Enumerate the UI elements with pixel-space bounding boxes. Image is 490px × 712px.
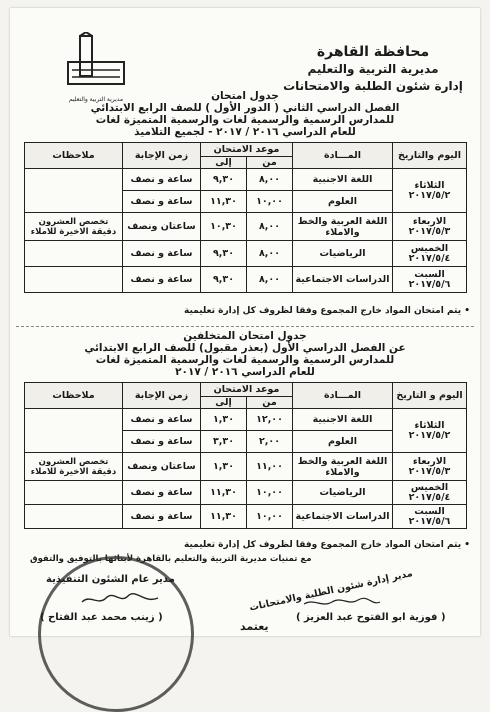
section1-footnote xyxy=(10,306,470,316)
row-date: ٢٠١٧/٥/٢ xyxy=(408,189,451,201)
row-to: ١١,٣٠ xyxy=(201,481,247,505)
row-from: ٨,٠٠ xyxy=(247,267,293,293)
section1-schools: للمدارس الرسمية والرسمية لغات والرسمية المتميزة لغات xyxy=(95,114,395,126)
row-duration: ساعة و نصف xyxy=(123,267,201,293)
bullet-icon: • xyxy=(464,540,470,550)
row-note xyxy=(25,241,123,267)
row-note xyxy=(25,267,123,293)
header-from: من xyxy=(247,397,293,409)
row-subject: العلوم xyxy=(293,191,393,213)
row-subject: اللغة الاجنبية xyxy=(293,409,393,431)
right-signature-name: ( فوزية ابو الفتوح عبد العزيز ) xyxy=(296,612,446,623)
row-note xyxy=(25,481,123,505)
header-subject: المـــادة xyxy=(293,143,393,169)
row-duration: ساعة و نصف xyxy=(123,169,201,191)
approve-label: يعتمد xyxy=(240,620,269,633)
section2-year: للعام الدراسي ٢٠١٦ / ٢٠١٧ xyxy=(175,366,315,378)
left-signature-name: ( زينب محمد عبد الفتاح ) xyxy=(40,612,163,623)
row-from: ٢,٠٠ xyxy=(247,431,293,453)
table-row xyxy=(25,213,467,241)
row-date: ٢٠١٧/٥/٤ xyxy=(408,491,451,503)
row-to: ١,٣٠ xyxy=(201,409,247,431)
header-notes: ملاحظات xyxy=(25,143,123,169)
letterhead xyxy=(278,44,468,95)
row-date: ٢٠١٧/٥/٦ xyxy=(408,515,451,527)
row-note xyxy=(25,169,123,213)
row-from: ١٢,٠٠ xyxy=(247,409,293,431)
row-note xyxy=(25,505,123,529)
row-from: ١١,٠٠ xyxy=(247,453,293,481)
exam-table-1 xyxy=(24,142,467,293)
row-to: ٣,٣٠ xyxy=(201,431,247,453)
footnote-text: يتم امتحان المواد خارج المجموع وفقا لظروف كل إدارة تعليمية xyxy=(184,540,462,550)
row-day: الثلاثاء xyxy=(414,179,445,191)
table-row xyxy=(25,267,467,293)
header-duration: زمن الإجابة xyxy=(123,143,201,169)
row-to: ١٠,٣٠ xyxy=(201,213,247,241)
row-subject: الرياضيات xyxy=(293,241,393,267)
header-to: إلى xyxy=(201,157,247,169)
row-duration: ساعة و نصف xyxy=(123,191,201,213)
header-day-date: اليوم و التاريخ xyxy=(393,383,467,409)
section2-titles xyxy=(10,330,480,378)
row-day: السبت xyxy=(414,268,445,280)
table-row xyxy=(25,453,467,481)
row-from: ١٠,٠٠ xyxy=(247,191,293,213)
row-duration: ساعة و نصف xyxy=(123,505,201,529)
row-subject: الدراسات الاجتماعية xyxy=(293,505,393,529)
header-to: إلى xyxy=(201,397,247,409)
row-day: الثلاثاء xyxy=(414,419,445,431)
row-from: ١٠,٠٠ xyxy=(247,481,293,505)
row-day: الخميس xyxy=(410,481,449,493)
row-date: ٢٠١٧/٥/٦ xyxy=(408,278,451,290)
left-signature-title: مدير عام الشئون التنفيذية xyxy=(46,574,175,585)
row-date: ٢٠١٧/٥/٣ xyxy=(408,465,451,477)
row-day: الخميس xyxy=(410,242,449,254)
divider xyxy=(16,326,474,327)
row-duration: ساعة و نصف xyxy=(123,481,201,505)
row-subject: اللغة العربية والخط والاملاء xyxy=(293,213,393,241)
row-note: تخصص العشرون دقيقة الاخيرة للاملاء xyxy=(25,213,123,241)
row-to: ١,٣٠ xyxy=(201,453,247,481)
row-date: ٢٠١٧/٥/٣ xyxy=(408,225,451,237)
table-row xyxy=(25,505,467,529)
table-row xyxy=(25,481,467,505)
department-name: إدارة شئون الطلبة والامتحانات xyxy=(283,79,463,93)
row-duration: ساعة و نصف xyxy=(123,409,201,431)
row-duration: ساعتان ونصف xyxy=(123,453,201,481)
row-to: ٩,٣٠ xyxy=(201,241,247,267)
section2-title: جدول امتحان المتخلفين xyxy=(183,330,307,342)
footnote-text: يتم امتحان المواد خارج المجموع وفقا لظروف كل إدارة تعليمية xyxy=(184,306,462,316)
document-page xyxy=(10,8,480,636)
row-duration: ساعة و نصف xyxy=(123,431,201,453)
header-from: من xyxy=(247,157,293,169)
header-day-date: اليوم والتاريخ xyxy=(393,143,467,169)
row-date: ٢٠١٧/٥/٤ xyxy=(408,252,451,264)
row-day: السبت xyxy=(414,505,445,517)
table-row xyxy=(25,241,467,267)
section1-subtitle: الفصل الدراسي الثاني ( الدور الأول ) للصف الرابع الابتدائي xyxy=(90,102,400,114)
row-subject: العلوم xyxy=(293,431,393,453)
section1-title: جدول امتحان xyxy=(211,90,279,102)
row-subject: اللغة الاجنبية xyxy=(293,169,393,191)
header-exam-time: موعد الامتحان xyxy=(201,383,293,397)
handwritten-signature-icon xyxy=(302,596,382,610)
section1-titles xyxy=(10,90,480,138)
row-day: الاربعاء xyxy=(412,455,447,467)
row-subject: اللغة العربية والخط والاملاء xyxy=(293,453,393,481)
table-row xyxy=(25,409,467,431)
row-from: ٨,٠٠ xyxy=(247,241,293,267)
section2-schools: للمدارس الرسمية والرسمية لغات والرسمية المتميزة لغات xyxy=(95,354,395,366)
row-note xyxy=(25,409,123,453)
section2-footnote xyxy=(10,540,470,550)
row-from: ٨,٠٠ xyxy=(247,213,293,241)
row-duration: ساعتان ونصف xyxy=(123,213,201,241)
bullet-icon: • xyxy=(464,306,470,316)
right-signature-title: مدير إدارة شئون الطلبة والامتحانات xyxy=(248,568,414,614)
row-date: ٢٠١٧/٥/٢ xyxy=(408,429,451,441)
header-notes: ملاحظات xyxy=(25,383,123,409)
row-to: ٩,٣٠ xyxy=(201,169,247,191)
header-duration: زمن الإجابة xyxy=(123,383,201,409)
row-subject: الرياضيات xyxy=(293,481,393,505)
row-note: تخصص العشرون دقيقة الاخيرة للاملاء xyxy=(25,453,123,481)
exam-table-2 xyxy=(24,382,467,529)
section2-subtitle: عن الفصل الدراسي الأول (بعذر مقبول) للصف الرابع الابتدائي xyxy=(84,342,406,354)
row-day: الاربعاء xyxy=(412,215,447,227)
handwritten-signature-icon xyxy=(80,592,160,608)
row-to: ٩,٣٠ xyxy=(201,267,247,293)
ministry-logo-icon xyxy=(66,32,126,92)
row-from: ٨,٠٠ xyxy=(247,169,293,191)
table-row xyxy=(25,169,467,191)
row-to: ١١,٣٠ xyxy=(201,505,247,529)
governorate-name: محافظة القاهرة xyxy=(316,44,430,60)
row-from: ١٠,٠٠ xyxy=(247,505,293,529)
section1-year: للعام الدراسي ٢٠١٦ / ٢٠١٧ - لجميع التلاميذ xyxy=(134,126,356,138)
logo-caption: مديرية التربية والتعليم xyxy=(68,96,124,103)
header-subject: المـــادة xyxy=(293,383,393,409)
header-exam-time: موعد الامتحان xyxy=(201,143,293,157)
closing-wishes: مع تمنيات مديرية التربية والتعليم بالقاهرة لأبنائها بالتوفيق والتفوق xyxy=(30,554,312,564)
row-duration: ساعة و نصف xyxy=(123,241,201,267)
row-subject: الدراسات الاجتماعية xyxy=(293,267,393,293)
directorate-name: مديرية التربية والتعليم xyxy=(307,62,439,76)
row-to: ١١,٣٠ xyxy=(201,191,247,213)
